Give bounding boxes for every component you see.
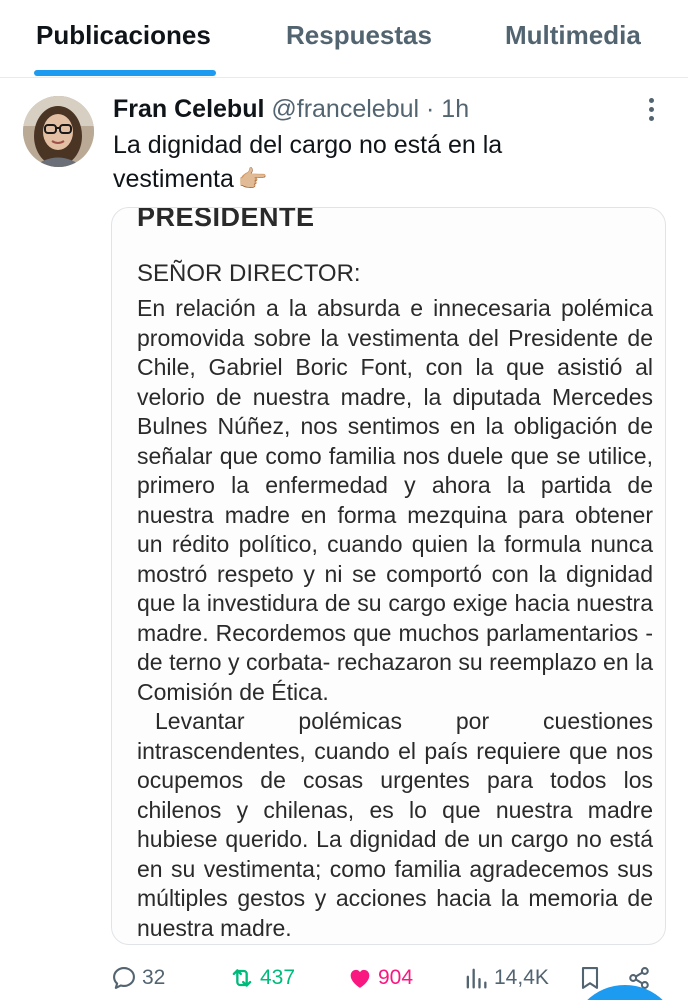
tweet-text-content: La dignidad del cargo no está en la vestimenta	[113, 131, 503, 193]
retweet-count: 437	[260, 966, 296, 989]
clipping-paragraph-2: Levantar polémicas por cuestiones intrascendentes, cuando el país requiere que nos ocupemos de cosas urgentes para todos los chilenos y chilenas, es lo que nuestra madre hubiese querido. La dignidad de un cargo no está en su vestimenta; como familia agradecemos sus múltiples gestos y acciones hacia la memoria de nuestra madre.	[137, 708, 653, 941]
avatar[interactable]	[23, 96, 94, 167]
views-count: 14,4K	[494, 966, 549, 989]
reply-count: 32	[142, 966, 166, 989]
reply-button[interactable]	[110, 960, 165, 996]
clipping-body	[137, 294, 653, 943]
heart-icon	[346, 964, 374, 992]
retweet-icon	[228, 964, 256, 992]
bookmark-icon	[576, 964, 604, 992]
separator-dot: ·	[426, 95, 435, 123]
active-tab-indicator	[34, 70, 216, 76]
clipping-paragraph-1: En relación a la absurda e innecesaria polémica promovida sobre la vestimenta del Presidente de Chile, Gabriel Boric Font, con la que asistió al velorio de nuestra madre, la diputada Mercedes Bulnes Núñez, nos sentimos en la obligación de señalar que como familia nos duele que se utilice, primero la enfermedad y ahora la partida de nuestra madre en forma mezquina para obtener un rédito político, cuando quien la formula nunca mostró respeto y ni se comportó con la dignidad que la investidura de su cargo exige hacia nuestra madre. Recordemos que muchos parlamentarios -de terno y corbata- rechazaron su reemplazo en la Comisión de Ética.	[137, 295, 653, 705]
reply-icon	[110, 964, 138, 992]
profile-tabs	[0, 0, 688, 78]
tweet-actions	[0, 960, 688, 1000]
like-count: 904	[378, 966, 414, 989]
more-icon[interactable]	[641, 96, 661, 124]
author-name[interactable]: Fran Celebul	[113, 95, 265, 123]
views-icon	[462, 964, 490, 992]
tab-publicaciones[interactable]: Publicaciones	[36, 20, 211, 50]
tweet-header	[113, 93, 469, 125]
author-handle[interactable]: @francelebul	[271, 95, 420, 123]
tab-multimedia[interactable]: Multimedia	[505, 20, 641, 50]
tweet-text	[113, 128, 583, 197]
like-button[interactable]	[346, 960, 413, 996]
views-button[interactable]	[462, 960, 549, 996]
clipping-heading: PRESIDENTE	[137, 207, 315, 232]
tab-respuestas[interactable]: Respuestas	[286, 20, 432, 50]
tweet-time[interactable]: 1h	[441, 95, 470, 123]
retweet-button[interactable]	[228, 960, 295, 996]
tweet-image[interactable]	[111, 207, 666, 945]
clipping-salutation: SEÑOR DIRECTOR:	[137, 260, 361, 287]
pointing-hand-emoji: 👉🏼	[237, 166, 268, 193]
